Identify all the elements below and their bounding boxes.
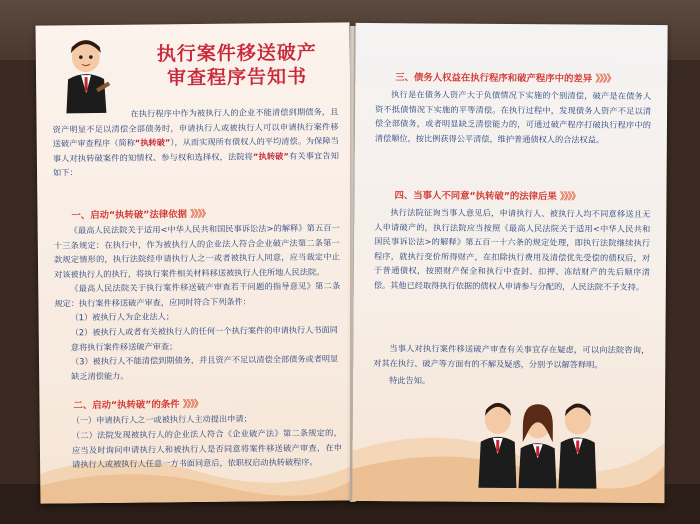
- condition-item-1: （1）被执行人为企业法人；: [70, 311, 175, 323]
- right-page: [352, 23, 667, 503]
- judges-group-illustration: [472, 390, 603, 491]
- section-3-heading: 三、债务人权益在执行程序和破产程序中的差异 》》》》: [395, 72, 615, 85]
- section-1-paragraph-2: 《最高人民法院关于执行案件移送破产审查若干问题的指导意见》第二条规定：执行案件移送破产审查，应同时符合下列条件：: [54, 280, 341, 309]
- section-1-paragraph-1: 《最高人民法院关于适用<中华人民共和国民事诉讼法>的解释》第五百一十三条规定：在执行中，作为被执行人的企业法人符合企业破产法第二条第一款规定情形的，执行法院经申请执行人之一或者被执行人同意，应当裁定中止对该被执行人的执行，将执行案件相关材料移送被执行人住所地人民法院。: [53, 222, 340, 280]
- title-line-2: 审查程序告知书: [166, 65, 308, 90]
- section-1-heading: 一、启动“执转破”法律依据 》》》》: [71, 208, 210, 222]
- judge-illustration: [56, 35, 117, 116]
- notice-text: 特此告知。: [389, 375, 431, 386]
- section-4-heading: 四、当事人不同意“执转破”的法律后果 》》》》: [394, 190, 580, 203]
- document-title: [132, 40, 342, 90]
- condition-item-3: （3）被执行人不能清偿到期债务，并且资产不足以清偿全部债务或者明显缺乏清偿能力。: [70, 353, 339, 381]
- condition-item-2: （2）被执行人或者有关被执行人的任何一个执行案件的申请执行人书面同意将执行案件移送破产审查；: [70, 324, 338, 352]
- left-page: [36, 22, 355, 503]
- section-2-heading: 二、启动“执转破”的条件 》》》》: [73, 398, 203, 412]
- intro-paragraph: 在执行程序中作为被执行人的企业不能清偿到期债务，且资产明显不足以清偿全部债务时，申请执行人或被执行人可以申请执行案件移送破产审查程序（简称“执转破”），从而实现所有债权人的平均清偿。为保障当事人对执转破案件的知情权、参与权和选择权，法院将“执转破”有关事宜告知如下：: [52, 106, 339, 178]
- section-2-item-2: （二）法院发现被执行人的企业法人符合《企业破产法》第二条规定的，应当及时询问申请执行人和被执行人是否同意将案件移送破产审查，在申请执行人或被执行人任意一方书面同意后，依职权启动执转破程序。: [71, 427, 342, 470]
- title-line-1: 执行案件移送破产: [156, 41, 317, 66]
- section-3-paragraph: 执行是在债务人资产大于负债情况下实施的个别清偿，破产是在债务人资不抵债情况下实施的平等清偿。在执行过程中，发现债务人资产不足以清偿全部债务，或者明显缺乏清偿能力的，可通过破产程序打破执行程序中的清偿顺位，按比例获得公平清偿，维护普通债权人的合法权益。: [374, 89, 652, 145]
- section-2-item-1: （一）申请执行人之一或被执行人主动提出申请；: [71, 413, 252, 426]
- section-4-paragraph: 执行法院征询当事人意见后，申请执行人、被执行人均不同意移送且无人申请破产的，执行法院应当按照《最高人民法院关于适用<中华人民共和国民事诉讼法>的解释》第五百一十六条的规定处理，即执行法院继续执行程序，就执行变价所得财产，在扣除执行费用及清偿优先受偿的债权后，对于普通债权，按照财产保全和执行中查封、扣押、冻结财产的先后顺序清偿。其他已经取得执行依据的债权人申请参与分配的，人民法院不予支持。: [373, 207, 651, 292]
- closing-paragraph: 当事人对执行案件移送破产审查有关事宜存在疑虑，可以向法院咨询，对其在执行、破产等方面有的不解及疑惑，分别予以解答释明。: [373, 343, 650, 370]
